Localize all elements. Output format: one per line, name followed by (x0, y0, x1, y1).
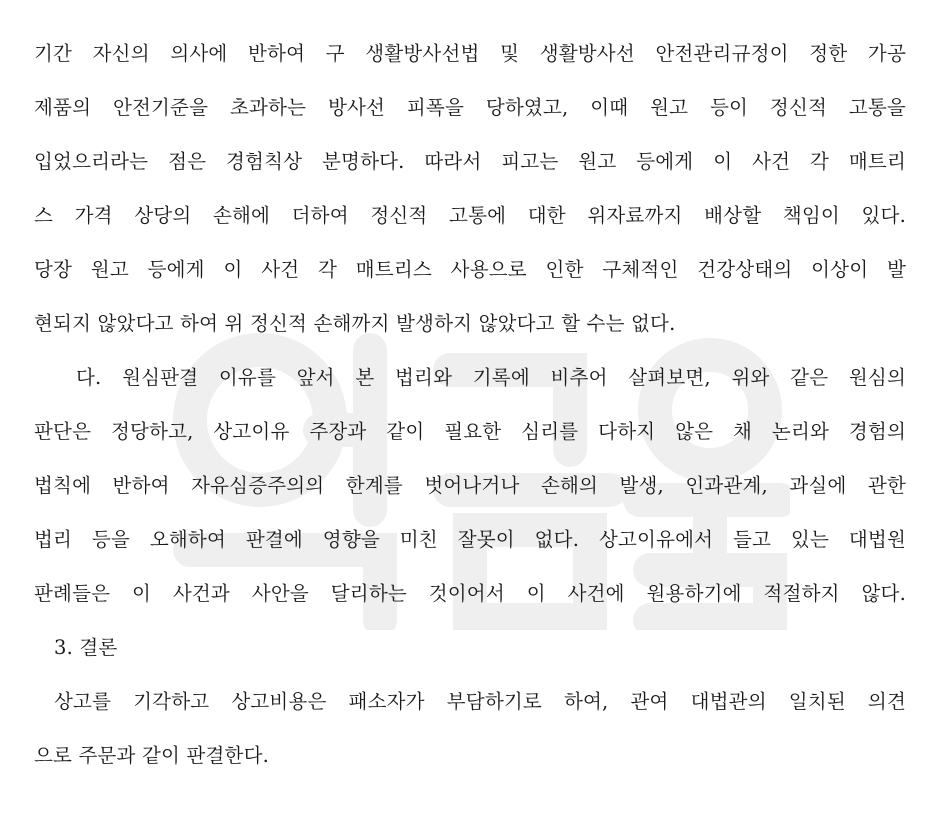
text-line: 판단은 정당하고, 상고이유 주장과 같이 필요한 심리를 다하지 않은 채 논리와 경험의 (34, 420, 906, 443)
text-line: 으로 주문과 같이 판결한다. (34, 744, 270, 767)
paragraph-start-line: 다. 원심판결 이유를 앞서 본 법리와 기록에 비추어 살펴보면, 위와 같은 원심의 (76, 366, 906, 389)
text-line: 스 가격 상당의 손해에 더하여 정신적 고통에 대한 위자료까지 배상할 책임이 있다. (34, 204, 906, 227)
text-line: 판례들은 이 사건과 사안을 달리하는 것이어서 이 사건에 원용하기에 적절하지 않다. (34, 582, 906, 605)
text-line: 법리 등을 오해하여 판결에 영향을 미친 잘못이 없다. 상고이유에서 들고 있는 대법원 (34, 528, 906, 551)
text-line: 기간 자신의 의사에 반하여 구 생활방사선법 및 생활방사선 안전관리규정이 정한 가공 (34, 42, 906, 65)
text-line: 현되지 않았다고 하여 위 정신적 손해까지 발생하지 않았다고 할 수는 없다. (34, 312, 676, 335)
text-line: 제품의 안전기준을 초과하는 방사선 피폭을 당하였고, 이때 원고 등이 정신적 고통을 (34, 96, 906, 119)
text-line: 입었으리라는 점은 경험칙상 분명하다. 따라서 피고는 원고 등에게 이 사건 각 매트리 (34, 150, 906, 173)
text-line: 법칙에 반하여 자유심증주의의 한계를 벗어나거나 손해의 발생, 인과관계, 과실에 관한 (34, 474, 906, 497)
section-heading: 3. 결론 (54, 636, 118, 659)
paragraph-start-line: 상고를 기각하고 상고비용은 패소자가 부담하기로 하여, 관여 대법관의 일치된 의견 (54, 690, 906, 713)
text-line: 당장 원고 등에게 이 사건 각 매트리스 사용으로 인한 구체적인 건강상태의 이상이 발 (34, 258, 906, 281)
